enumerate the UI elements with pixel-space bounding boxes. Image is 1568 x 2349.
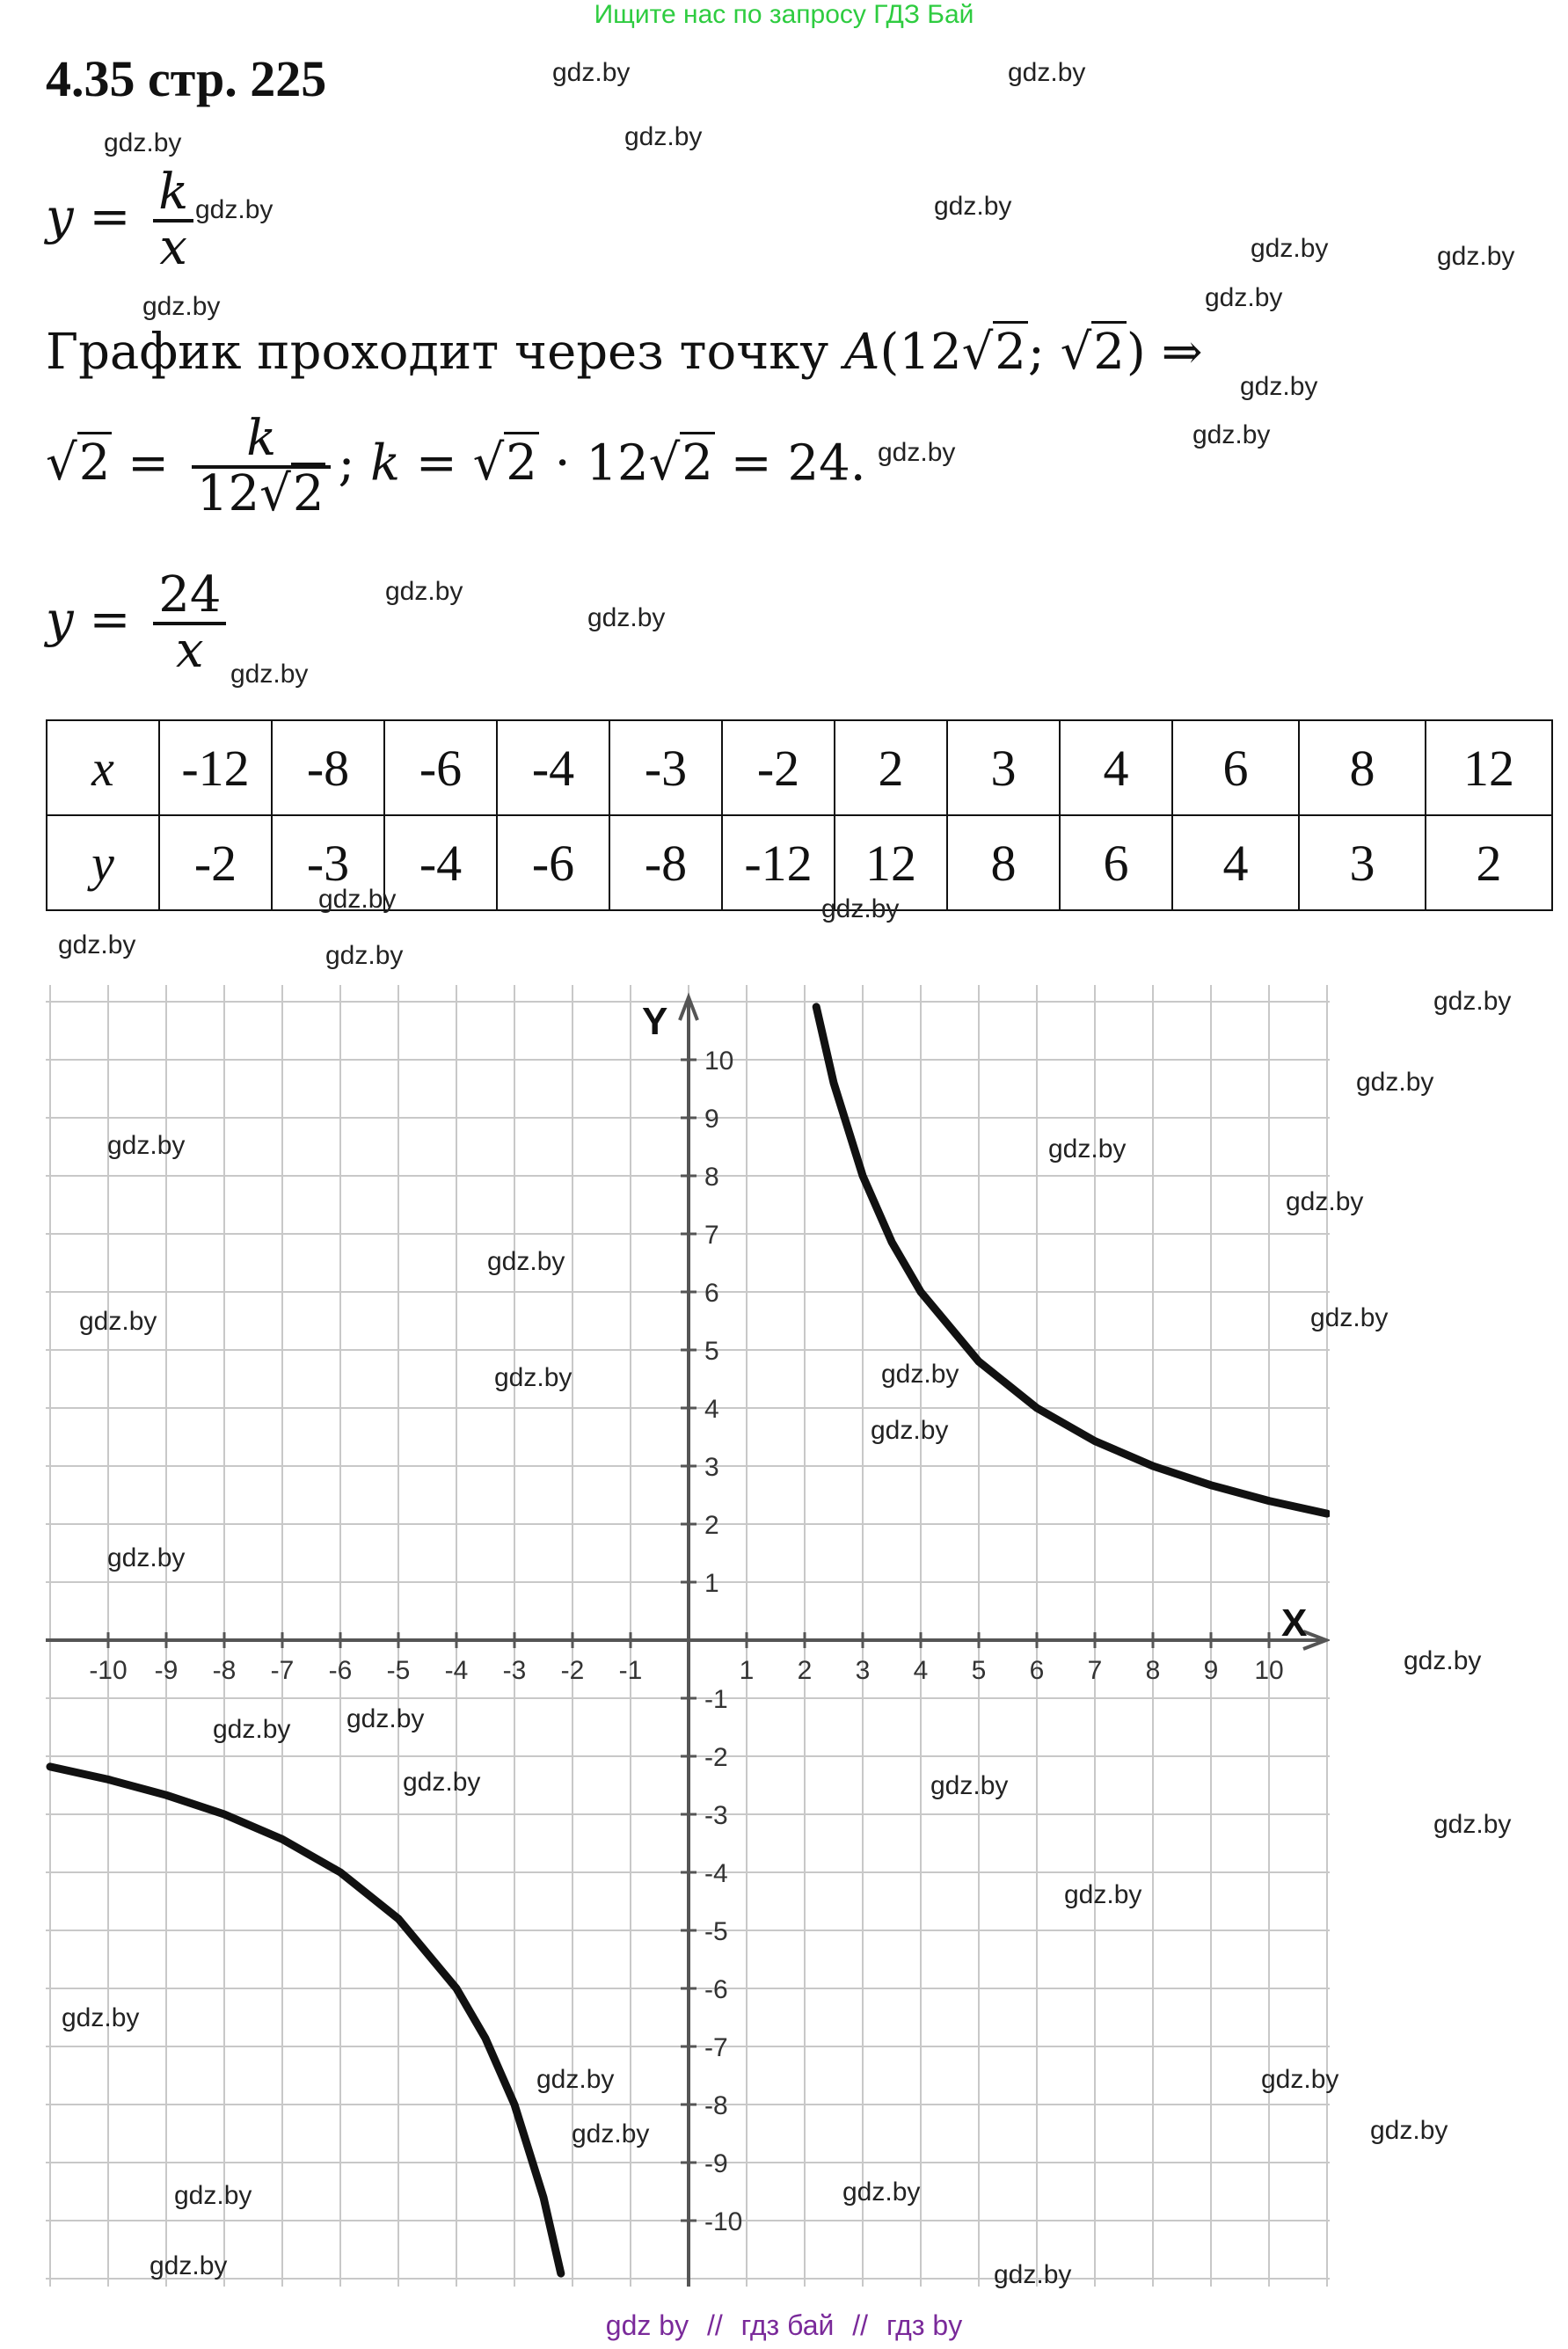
table-cell: 3 <box>947 720 1060 815</box>
y-tick-label: -4 <box>704 1859 728 1888</box>
formula-general-numerator: k <box>153 167 193 222</box>
top-banner[interactable]: Ищите нас по запросу ГДЗ Бай <box>594 0 974 29</box>
x-tick-label: 2 <box>797 1656 813 1685</box>
equation-k-var: k <box>370 434 401 492</box>
watermark: gdz.by <box>1064 1880 1142 1909</box>
watermark: gdz.by <box>195 195 273 224</box>
y-tick-label: 4 <box>704 1395 719 1424</box>
footer-separator: // <box>852 2309 869 2341</box>
watermark: gdz.by <box>1286 1187 1364 1216</box>
sqrt-symbol: √2 <box>473 434 539 492</box>
x-tick-label: 7 <box>1087 1656 1103 1685</box>
y-tick-label: -2 <box>704 1743 728 1772</box>
table-cell: -6 <box>384 720 497 815</box>
watermark: gdz.by <box>1433 1810 1512 1839</box>
sqrt-symbol: √2 <box>46 434 112 492</box>
y-tick-label: 5 <box>704 1337 719 1366</box>
statement-text: График проходит через точку <box>46 324 845 381</box>
watermark: gdz.by <box>1251 234 1329 263</box>
x-tick-label: 8 <box>1145 1656 1161 1685</box>
x-tick-label: -10 <box>89 1656 128 1685</box>
table-cell: -4 <box>497 720 609 815</box>
watermark: gdz.by <box>107 1131 186 1160</box>
footer-links <box>0 2309 1568 2342</box>
y-tick-label: -7 <box>704 2033 728 2062</box>
y-axis-label: Y <box>642 1000 668 1043</box>
formula-specific-lhs: y <box>46 591 74 649</box>
point-close: ) <box>1126 324 1146 381</box>
formula-general-denominator: x <box>159 218 187 276</box>
y-tick-label: -6 <box>704 1975 728 2004</box>
table-cell: -3 <box>609 720 722 815</box>
watermark: gdz.by <box>1310 1303 1389 1332</box>
watermark: gdz.by <box>881 1360 959 1389</box>
equation-r2: 2 <box>680 432 715 492</box>
formula-specific-numerator: 24 <box>153 570 226 625</box>
point-label: A <box>844 324 880 381</box>
x-tick-label: -2 <box>560 1656 585 1685</box>
table-cell: -3 <box>272 815 384 910</box>
x-tick-label: -1 <box>618 1656 643 1685</box>
watermark: gdz.by <box>150 2251 228 2280</box>
y-tick-label: -9 <box>704 2149 728 2178</box>
x-tick-label: 3 <box>855 1656 871 1685</box>
y-tick-label: 10 <box>704 1047 734 1076</box>
watermark: gdz.by <box>1404 1646 1482 1675</box>
footer-link[interactable]: гдз бай <box>740 2309 835 2341</box>
y-tick-label: -8 <box>704 2091 728 2120</box>
table-cell: -12 <box>159 720 272 815</box>
table-cell: -2 <box>159 815 272 910</box>
watermark: gdz.by <box>1008 58 1086 87</box>
watermark: gdz.by <box>107 1543 186 1572</box>
watermark: gdz.by <box>871 1416 949 1445</box>
x-tick-label: 5 <box>971 1656 987 1685</box>
watermark: gdz.by <box>1205 283 1283 312</box>
exercise-title: 4.35 стр. 225 <box>46 50 327 107</box>
equation-r1: 2 <box>504 432 539 492</box>
watermark: gdz.by <box>230 660 309 689</box>
x-tick-label: -3 <box>502 1656 527 1685</box>
statement-line <box>46 324 1203 381</box>
table-cell: 12 <box>1426 720 1552 815</box>
sqrt-symbol: √2 <box>1061 324 1127 381</box>
watermark: gdz.by <box>624 122 703 151</box>
formula-general-fraction <box>153 164 193 276</box>
table-cell: -4 <box>384 815 497 910</box>
watermark: gdz.by <box>1240 372 1318 401</box>
table-cell: 12 <box>835 815 947 910</box>
table-cell: 2 <box>1426 815 1552 910</box>
watermark: gdz.by <box>934 192 1012 221</box>
equation-k: √2 = $\frac{k}{12√2}$ ; k = √2 · 12√2 = 24. <box>46 410 866 522</box>
watermark: gdz.by <box>58 930 136 959</box>
y-tick-label: -5 <box>704 1917 728 1946</box>
y-tick-label: 7 <box>704 1221 719 1250</box>
watermark: gdz.by <box>842 2178 921 2207</box>
watermark: gdz.by <box>878 438 956 467</box>
footer-link[interactable]: гдз by <box>886 2309 963 2341</box>
table-cell: -12 <box>722 815 835 910</box>
table-cell: -8 <box>609 815 722 910</box>
equation-result: 24. <box>787 434 866 492</box>
table-row-y <box>47 815 1552 910</box>
table-cell: 4 <box>1172 815 1299 910</box>
watermark: gdz.by <box>572 2119 650 2148</box>
watermark: gdz.by <box>346 1704 425 1733</box>
watermark: gdz.by <box>1048 1134 1127 1164</box>
table-cell: 8 <box>1299 720 1426 815</box>
watermark: gdz.by <box>494 1363 573 1392</box>
table-cell: -2 <box>722 720 835 815</box>
table-cell: 6 <box>1172 720 1299 815</box>
equation-numerator: k <box>192 413 332 469</box>
point-separator: ; <box>1027 324 1045 381</box>
watermark: gdz.by <box>325 941 404 970</box>
table-header-x: x <box>47 720 159 815</box>
formula-specific: y = $\frac{24}{x}$ <box>46 570 233 677</box>
sqrt-symbol: √2 <box>259 469 325 521</box>
equation-denominator <box>192 464 332 522</box>
watermark: gdz.by <box>587 603 666 632</box>
y-tick-label: 6 <box>704 1279 719 1308</box>
equation-lhs-radicand: 2 <box>77 432 113 492</box>
point-x-coef: (12 <box>879 324 962 381</box>
watermark: gdz.by <box>1437 242 1515 271</box>
watermark: gdz.by <box>930 1771 1009 1800</box>
table-cell: 6 <box>1060 815 1172 910</box>
watermark: gdz.by <box>536 2065 615 2094</box>
watermark: gdz.by <box>318 885 397 914</box>
equation-den-coef: 12 <box>196 464 260 522</box>
table-header-y: y <box>47 815 159 910</box>
y-tick-label: -10 <box>704 2207 743 2236</box>
y-tick-label: 9 <box>704 1105 719 1134</box>
x-axis-label: X <box>1281 1601 1308 1645</box>
table-cell: -6 <box>497 815 609 910</box>
y-tick-label: 2 <box>704 1511 719 1540</box>
footer-separator: // <box>706 2309 723 2341</box>
equation-coef: 12 <box>586 434 649 492</box>
watermark: gdz.by <box>142 292 221 321</box>
y-tick-label: 8 <box>704 1163 719 1192</box>
watermark: gdz.by <box>1370 2116 1448 2145</box>
watermark: gdz.by <box>1433 987 1512 1016</box>
table-cell: 4 <box>1060 720 1172 815</box>
watermark: gdz.by <box>62 2003 140 2032</box>
point-y-radicand: 2 <box>1091 321 1127 381</box>
x-tick-label: 6 <box>1029 1656 1045 1685</box>
watermark: gdz.by <box>174 2181 252 2210</box>
x-tick-label: -7 <box>270 1656 295 1685</box>
x-tick-label: -4 <box>444 1656 469 1685</box>
value-table <box>46 719 1553 911</box>
x-tick-label: 10 <box>1254 1656 1284 1685</box>
implies-symbol: ⇒ <box>1161 324 1203 381</box>
table-row-x <box>47 720 1552 815</box>
watermark: gdz.by <box>994 2260 1072 2289</box>
watermark: gdz.by <box>79 1307 157 1336</box>
watermark: gdz.by <box>104 128 182 157</box>
watermark: gdz.by <box>487 1247 565 1276</box>
watermark: gdz.by <box>403 1768 481 1797</box>
x-tick-label: -9 <box>154 1656 179 1685</box>
watermark: gdz.by <box>821 894 900 923</box>
y-tick-label: -1 <box>704 1685 728 1714</box>
sqrt-symbol: √2 <box>649 434 715 492</box>
table-cell: 8 <box>947 815 1060 910</box>
x-tick-label: -8 <box>212 1656 237 1685</box>
watermark: gdz.by <box>1356 1068 1434 1097</box>
formula-specific-denominator: x <box>176 621 204 679</box>
y-tick-label: 1 <box>704 1569 719 1598</box>
table-cell: 2 <box>835 720 947 815</box>
watermark: gdz.by <box>1261 2065 1339 2094</box>
equation-den-radicand: 2 <box>291 463 326 522</box>
watermark: gdz.by <box>552 58 631 87</box>
formula-general: y = $\frac{k}{x}$ <box>46 167 201 274</box>
equation-fraction <box>192 410 332 522</box>
formula-specific-fraction <box>153 566 226 679</box>
point-x-radicand: 2 <box>993 321 1028 381</box>
watermark: gdz.by <box>385 577 463 606</box>
watermark: gdz.by <box>213 1715 291 1744</box>
y-tick-label: 3 <box>704 1453 719 1482</box>
footer-link[interactable]: gdz by <box>605 2309 689 2341</box>
x-tick-label: 9 <box>1203 1656 1219 1685</box>
x-tick-label: -6 <box>328 1656 353 1685</box>
watermark: gdz.by <box>1192 420 1271 449</box>
x-tick-label: -5 <box>386 1656 411 1685</box>
axes <box>46 997 1326 2287</box>
formula-general-lhs: y <box>46 188 74 246</box>
table-cell: 3 <box>1299 815 1426 910</box>
table-cell: -8 <box>272 720 384 815</box>
x-tick-label: 1 <box>739 1656 755 1685</box>
x-tick-label: 4 <box>913 1656 929 1685</box>
y-tick-label: -3 <box>704 1801 728 1830</box>
hyperbola-graph <box>46 985 1330 2287</box>
sqrt-symbol: √2 <box>962 324 1028 381</box>
